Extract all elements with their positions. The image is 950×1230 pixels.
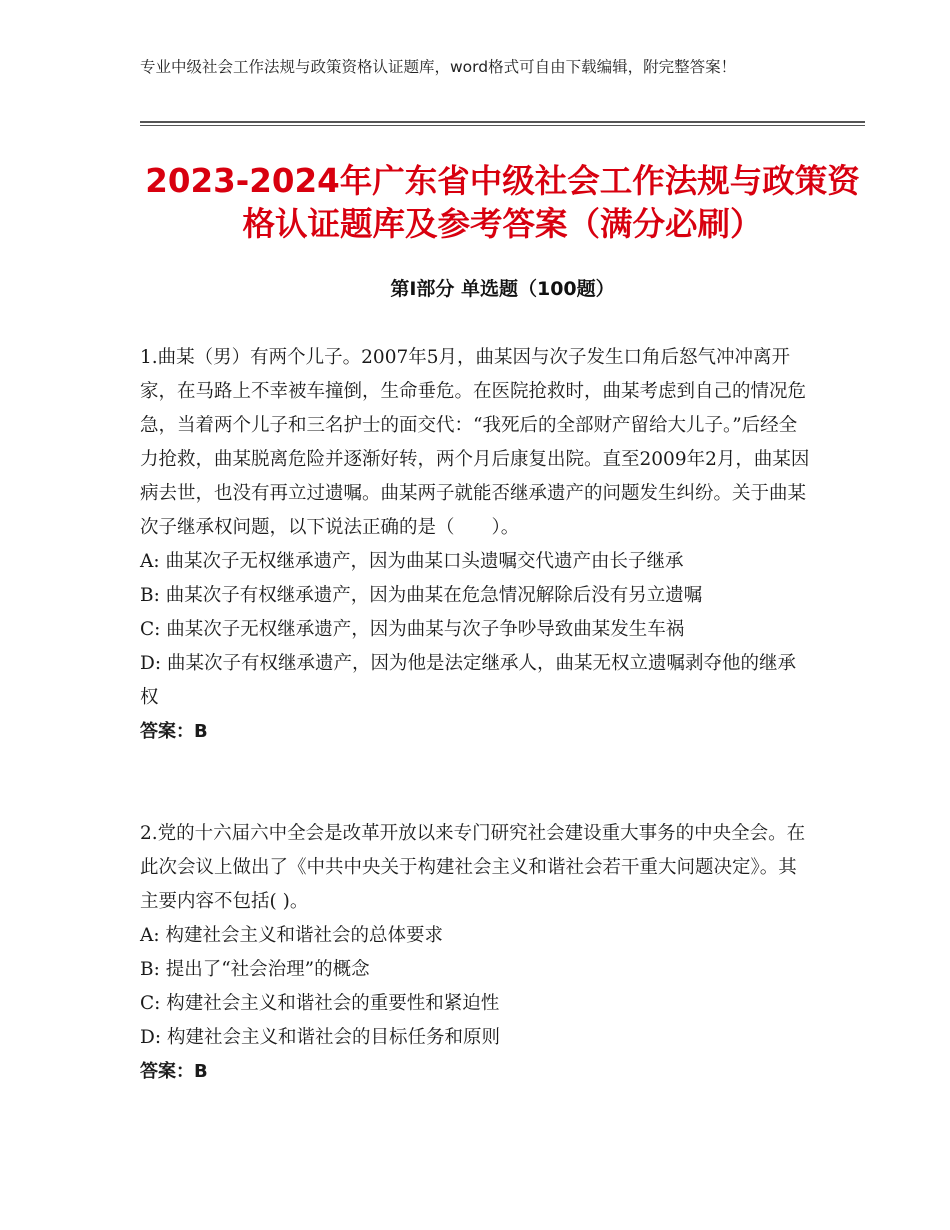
header-rule-thin bbox=[140, 125, 865, 126]
option-d: D: 曲某次子有权继承遗产，因为他是法定继承人，曲某无权立遗嘱剥夺他的继承权 bbox=[140, 653, 796, 708]
option-b: B: 曲某次子有权继承遗产，因为曲某在危急情况解除后没有另立遗嘱 bbox=[140, 585, 703, 606]
header-rule-thick bbox=[140, 121, 865, 123]
question-1 bbox=[140, 341, 810, 749]
answer-line: 答案：B bbox=[140, 1061, 208, 1082]
option-a: A: 曲某次子无权继承遗产，因为曲某口头遗嘱交代遗产由长子继承 bbox=[140, 551, 684, 572]
option-a: A: 构建社会主义和谐社会的总体要求 bbox=[140, 925, 443, 946]
question-stem: 2.党的十六届六中全会是改革开放以来专门研究社会建设重大事务的中央全会。在此次会议上做出了《中共中央关于构建社会主义和谐社会若干重大问题决定》。其主要内容不包括( )。 bbox=[140, 823, 806, 912]
option-c: C: 曲某次子无权继承遗产，因为曲某与次子争吵导致曲某发生车祸 bbox=[140, 619, 685, 640]
option-b: B: 提出了“社会治理”的概念 bbox=[140, 959, 370, 980]
section-heading: 第Ⅰ部分 单选题（100题） bbox=[390, 278, 615, 300]
document-title: 2023-2024年广东省中级社会工作法规与政策资格认证题库及参考答案（满分必刷） bbox=[145, 162, 860, 243]
option-d: D: 构建社会主义和谐社会的目标任务和原则 bbox=[140, 1027, 500, 1048]
answer-line: 答案：B bbox=[140, 721, 208, 742]
header-note: 专业中级社会工作法规与政策资格认证题库，word格式可自由下载编辑，附完整答案！ bbox=[140, 58, 737, 76]
question-2 bbox=[140, 817, 810, 1089]
option-c: C: 构建社会主义和谐社会的重要性和紧迫性 bbox=[140, 993, 500, 1014]
question-stem: 1.曲某（男）有两个儿子。2007年5月，曲某因与次子发生口角后怒气冲冲离开家，在马路上不幸被车撞倒，生命垂危。在医院抢救时，曲某考虑到自己的情况危急，当着两个儿子和三名护士的面交代：“我死后的全部财产留给大儿子。”后经全力抢救，曲某脱离危险并逐渐好转，两个月后康复出院。直至2009年2月，曲某因病去世，也没有再立过遗嘱。曲某两子就能否继承遗产的问题发生纠纷。关于曲某次子继承权问题，以下说法正确的是（ ）。 bbox=[140, 347, 810, 538]
